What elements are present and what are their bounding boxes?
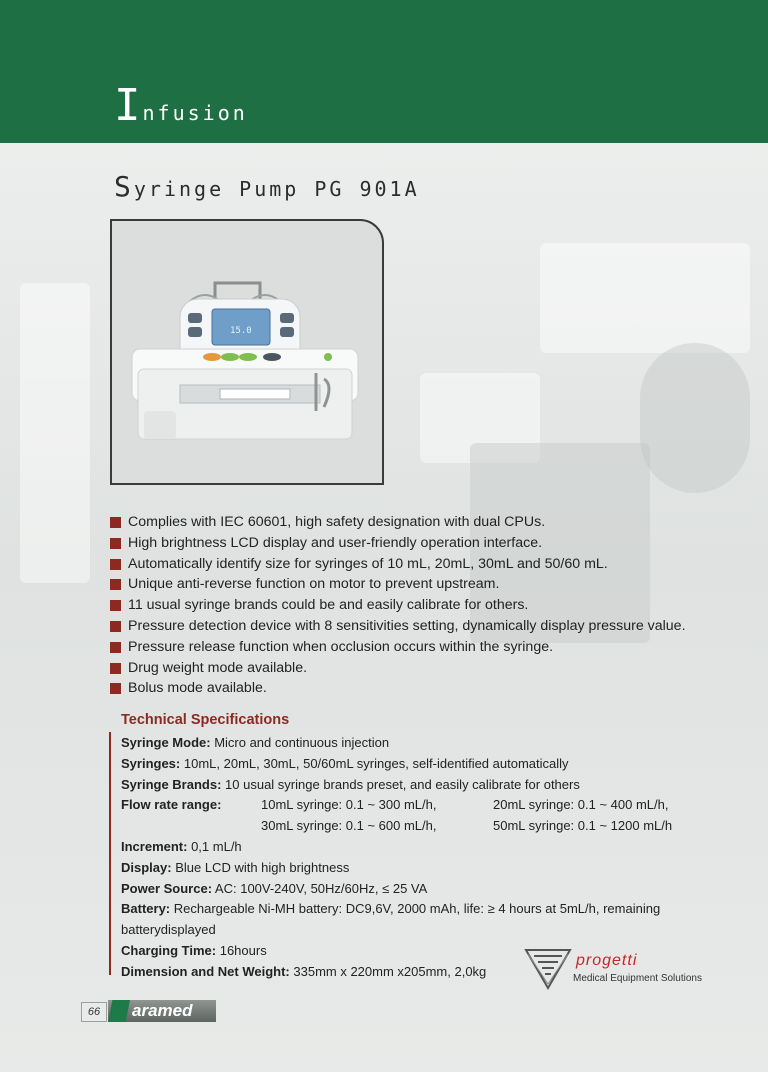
- aramed-brand-name: aramed: [132, 1001, 193, 1020]
- flow-20ml: 20mL syringe: 0.1 ~ 400 mL/h,: [493, 797, 669, 813]
- feature-item: Pressure detection device with 8 sensitivities setting, dynamically display pressure value.: [108, 616, 728, 637]
- spec-label: Syringe Brands:: [121, 776, 222, 792]
- product-title-initial: S: [114, 170, 134, 203]
- flow-50ml: 50mL syringe: 0.1 ~ 1200 mL/h: [493, 818, 673, 834]
- spec-value: Blue LCD with high brightness: [171, 859, 350, 875]
- spec-row-brands: [121, 775, 711, 796]
- spec-label: Power Source:: [121, 880, 213, 896]
- feature-list: [108, 512, 728, 699]
- spec-label: Syringes:: [121, 755, 181, 771]
- spec-row-battery: [121, 899, 711, 941]
- section-header: [0, 0, 768, 143]
- feature-item: High brightness LCD display and user-friendly operation interface.: [108, 533, 728, 554]
- feature-item: 11 usual syringe brands could be and easily calibrate for others.: [108, 595, 728, 616]
- spec-value: 0,1 mL/h: [187, 838, 242, 854]
- progetti-logo-tagline: Medical Equipment Solutions: [573, 973, 702, 984]
- pump-screen-text: 15.0: [230, 326, 252, 336]
- section-title: [114, 80, 248, 131]
- spec-row-display: [121, 858, 711, 879]
- product-photo: [110, 219, 384, 485]
- spec-value: Micro and continuous injection: [210, 735, 390, 750]
- progetti-logo: [524, 944, 714, 992]
- spec-label: Increment:: [121, 838, 188, 854]
- spec-value: 335mm x 220mm x205mm, 2,0kg: [289, 963, 487, 979]
- feature-item: Automatically identify size for syringes of 10 mL, 20mL, 30mL and 50/60 mL.: [108, 554, 728, 575]
- flow-10ml: 10mL syringe: 0.1 ~ 300 mL/h,: [261, 797, 437, 813]
- syringe-pump-illustration: [120, 261, 370, 451]
- progetti-logo-name: progetti: [576, 952, 638, 969]
- spec-row-power: [121, 879, 711, 900]
- flow-30ml: 30mL syringe: 0.1 ~ 600 mL/h,: [261, 818, 437, 834]
- spec-row-mode: [121, 733, 711, 754]
- spec-label: Syringe Mode:: [121, 735, 211, 750]
- aramed-logo-icon: [108, 1000, 130, 1022]
- feature-item: Bolus mode available.: [108, 678, 728, 699]
- product-title-rest: yringe Pump PG 901A: [133, 177, 420, 201]
- spec-row-increment: [121, 837, 711, 858]
- section-title-rest: nfusion: [142, 101, 248, 125]
- spec-label: Flow rate range:: [121, 797, 222, 813]
- spec-value: 16hours: [216, 942, 267, 958]
- spec-heading: Technical Specifications: [121, 712, 290, 728]
- spec-row-syringes: [121, 754, 711, 775]
- spec-value: Rechargeable Ni-MH battery: DC9,6V, 2000 mAh, life: ≥ 4 hours at 5mL/h, remaining batterydisplayed: [121, 901, 661, 938]
- spec-label: Battery:: [121, 901, 171, 917]
- feature-item: Drug weight mode available.: [108, 658, 728, 679]
- feature-item: Pressure release function when occlusion occurs within the syringe.: [108, 637, 728, 658]
- spec-row-flow: [121, 795, 711, 837]
- product-title: [114, 170, 420, 203]
- spec-label: Charging Time:: [121, 942, 217, 958]
- spec-label: Display:: [121, 859, 172, 875]
- progetti-logo-icon: [524, 946, 572, 990]
- spec-value: 10mL, 20mL, 30mL, 50/60mL syringes, self-identified automatically: [180, 755, 569, 771]
- feature-item: Complies with IEC 60601, high safety designation with dual CPUs.: [108, 512, 728, 533]
- spec-label: Dimension and Net Weight:: [121, 963, 290, 979]
- aramed-brand-logo: [108, 1000, 216, 1022]
- feature-item: Unique anti-reverse function on motor to prevent upstream.: [108, 574, 728, 595]
- spec-value: 10 usual syringe brands preset, and easily calibrate for others: [221, 776, 580, 792]
- section-title-initial: I: [114, 80, 143, 131]
- page-number: 66: [81, 1002, 107, 1022]
- spec-value: AC: 100V-240V, 50Hz/60Hz, ≤ 25 VA: [212, 880, 428, 896]
- spec-divider: [109, 732, 111, 975]
